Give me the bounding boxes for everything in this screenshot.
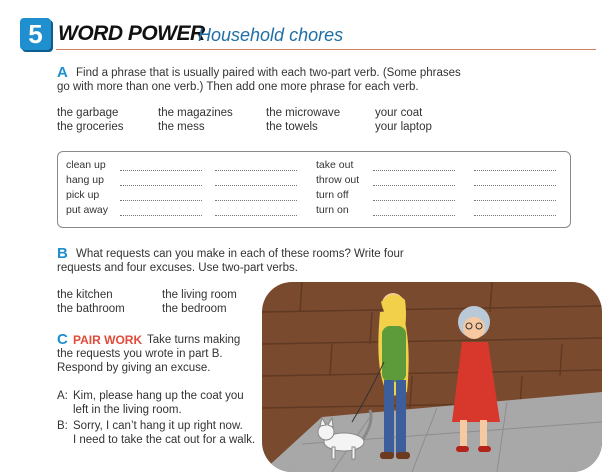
verb-label: turn off [316,189,349,201]
section-title: WORD POWER [58,22,205,45]
answer-line[interactable] [215,215,297,216]
phrase-item: the magazines [158,107,233,119]
dialog-speaker: B: [57,420,68,432]
dialog-line: Sorry, I can’t hang it up right now. [73,420,243,432]
room-item: the kitchen [57,289,113,301]
part-b-instruction-line1: What requests can you make in each of these rooms? Write four [76,248,404,260]
answer-line[interactable] [120,185,202,186]
phrase-item: your laptop [375,121,432,133]
answer-line[interactable] [373,215,455,216]
verb-label: put away [66,204,109,216]
room-item: the bathroom [57,303,125,315]
cartoon-illustration [262,282,602,472]
answer-line[interactable] [474,170,556,171]
part-c-line1: Take turns making [147,334,241,346]
answer-line[interactable] [474,185,556,186]
phrase-item: your coat [375,107,423,119]
phrase-item: the garbage [57,107,119,119]
part-c-letter: C [57,331,68,348]
part-b-instruction-line2: requests and four excuses. Use two-part verbs. [57,262,298,274]
answer-line[interactable] [373,185,455,186]
dialog-line: I need to take the cat out for a walk. [73,434,256,446]
header-rule [56,49,596,50]
answer-line[interactable] [120,215,202,216]
verb-label: pick up [66,189,100,201]
verb-answer-box [57,151,571,228]
answer-line[interactable] [373,170,455,171]
dialog-line: left in the living room. [73,404,182,416]
answer-line[interactable] [215,185,297,186]
verb-label: hang up [66,174,104,186]
part-a-instruction-line2: go with more than one verb.) Then add one more phrase for each verb. [57,81,419,93]
answer-line[interactable] [215,170,297,171]
verb-label: turn on [316,204,349,216]
section-subtitle: Household chores [198,25,344,45]
dialog-speaker: A: [57,390,68,402]
verb-label: clean up [66,159,106,171]
answer-line[interactable] [215,200,297,201]
verb-label: take out [316,159,354,171]
part-c-line2: the requests you wrote in part B. [57,348,223,360]
answer-line[interactable] [474,215,556,216]
part-a-letter: A [57,64,68,81]
part-a-instruction-line1: Find a phrase that is usually paired with each two-part verb. (Some phrases [76,67,461,79]
room-item: the bedroom [162,303,227,315]
answer-line[interactable] [120,200,202,201]
section-number-badge: 5 [20,18,51,50]
answer-line[interactable] [474,200,556,201]
phrase-item: the groceries [57,121,124,133]
room-item: the living room [162,289,237,301]
part-b-letter: B [57,245,68,262]
phrase-item: the towels [266,121,318,133]
phrase-item: the microwave [266,107,341,119]
pair-work-label: PAIR WORK [73,333,143,347]
answer-line[interactable] [373,200,455,201]
answer-line[interactable] [120,170,202,171]
dialog-line: Kim, please hang up the coat you [73,390,244,402]
verb-label: throw out [316,174,360,186]
part-c-line3: Respond by giving an excuse. [57,362,211,374]
phrase-item: the mess [158,121,205,133]
